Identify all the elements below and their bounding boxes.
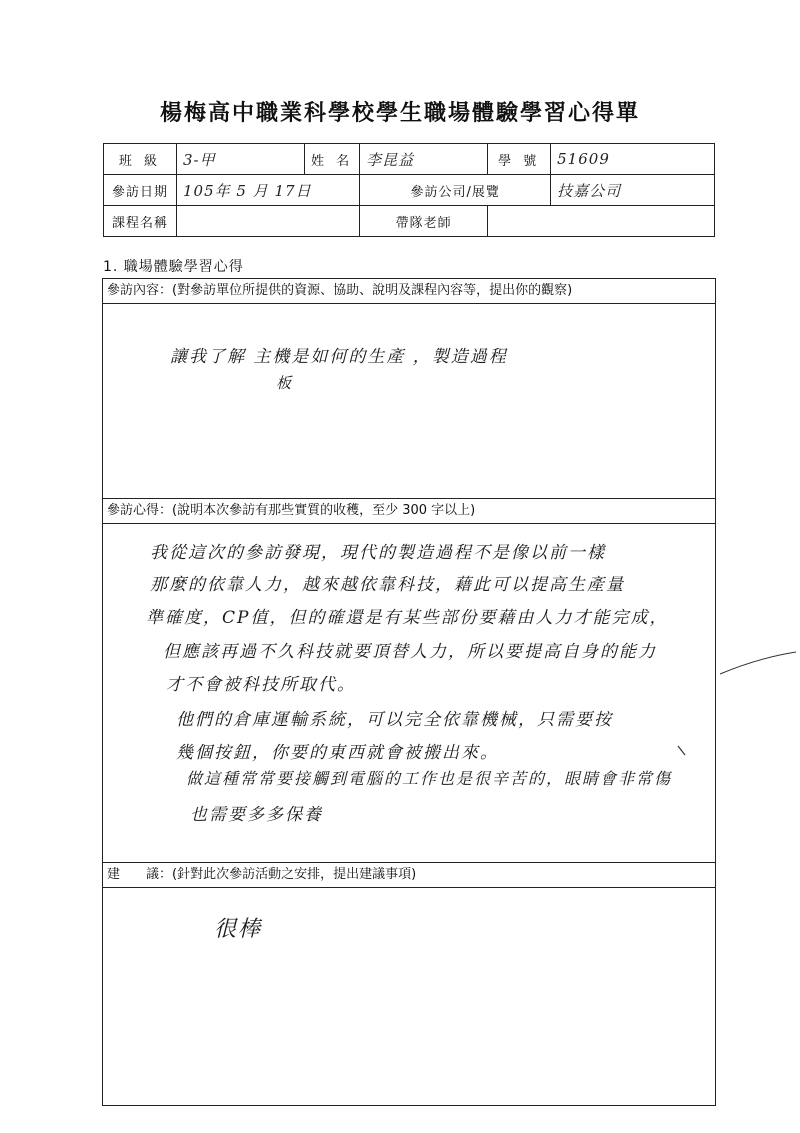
reflection-line: 做這種常常要接觸到電腦的工作也是很辛苦的，眼睛會非常傷 <box>186 769 673 788</box>
visit-content-text: 讓我了解 主機是如何的生產 ，製造過程 <box>170 347 508 367</box>
course-name-value <box>177 206 360 237</box>
visit-date-value: 105年 5 月 17日 <box>177 175 360 206</box>
insert-correction: 板 <box>276 374 294 392</box>
class-label: 班 級 <box>104 144 177 175</box>
reflection-line: 但應該再過不久科技就要頂替人力，所以要提高自身的能力 <box>163 642 657 662</box>
reflection-line: 他們的倉庫運輸系統，可以完全依靠機械，只需要按 <box>176 710 613 730</box>
suggestion-header: 建 議：(針對此次參訪活動之安排，提出建議事項) <box>103 863 715 888</box>
teacher-label: 帶隊老師 <box>360 206 488 237</box>
teacher-value <box>488 206 715 237</box>
section-title: 1. 職場體驗學習心得 <box>103 259 244 275</box>
company-label: 參訪公司/展覽 <box>360 175 551 206</box>
student-info-table <box>103 143 715 237</box>
reflection-line: 幾個按鈕，你要的東西就會被搬出來。 <box>176 743 499 763</box>
visit-content-header: 參訪內容：(對參訪單位所提供的資源、協助、說明及課程內容等，提出你的觀察) <box>103 279 715 304</box>
class-value: 3-甲 <box>177 144 305 175</box>
visit-content-box <box>102 278 716 499</box>
reflection-header: 參訪心得：(說明本次參訪有那些實質的收穫，至少 300 字以上) <box>103 499 715 524</box>
reflection-line: 我從這次的參訪發現，現代的製造過程不是像以前一樣 <box>150 543 606 563</box>
reflection-line: 準確度，CP值，但的確還是有某些部份要藉由人力才能完成， <box>146 608 669 628</box>
suggestion-box <box>102 862 716 1106</box>
form-title: 楊梅高中職業科學校學生職場體驗學習心得單 <box>159 100 640 126</box>
reflection-line: 才不會被科技所取代。 <box>166 675 356 695</box>
name-label: 姓 名 <box>305 144 360 175</box>
name-value: 李昆益 <box>360 144 488 175</box>
pen-stroke-mark <box>718 648 798 678</box>
student-id-label: 學 號 <box>488 144 551 175</box>
suggestion-text: 很棒 <box>214 917 263 942</box>
company-value: 技嘉公司 <box>551 175 715 206</box>
student-id-value: 51609 <box>551 144 715 175</box>
visit-date-label: 參訪日期 <box>104 175 177 206</box>
reflection-line: 也需要多多保養 <box>190 805 323 825</box>
reflection-line: 那麼的依靠人力，越來越依靠科技，藉此可以提高生產量 <box>150 575 625 595</box>
course-name-label: 課程名稱 <box>104 206 177 237</box>
pen-tick-mark <box>676 744 688 758</box>
